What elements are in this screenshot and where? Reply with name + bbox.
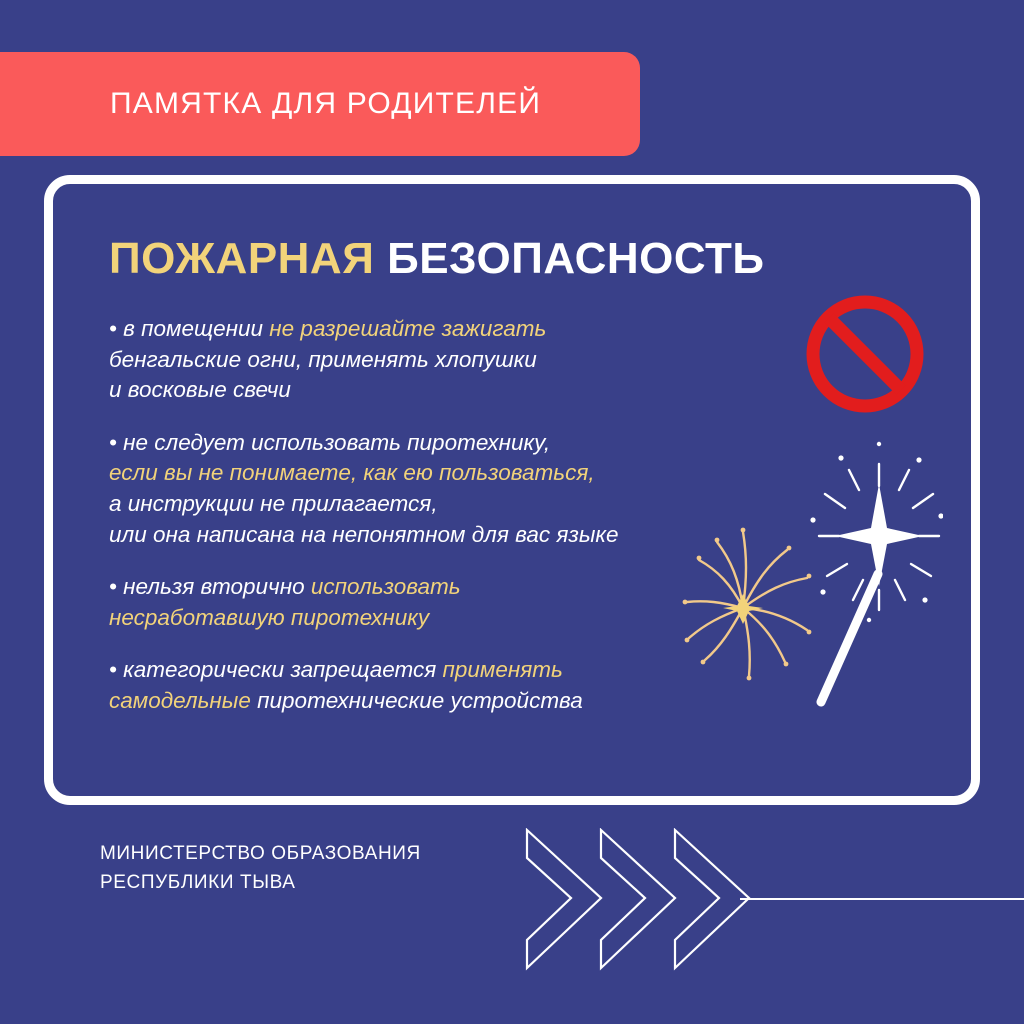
safety-rule-text: использовать: [310, 574, 461, 600]
safety-rule-text: применять: [442, 657, 563, 683]
safety-rule-text: и восковые свечи: [109, 377, 291, 403]
safety-rule-line: [109, 375, 789, 406]
safety-rule-text: самодельные: [109, 687, 258, 713]
safety-rule-text: пиротехнические устройства: [257, 687, 583, 713]
safety-rule-text: • не следует использовать пиротехнику,: [109, 429, 551, 455]
footer-line-2: РЕСПУБЛИКИ ТЫВА: [100, 871, 296, 893]
footer-line-1: МИНИСТЕРСТВО ОБРАЗОВАНИЯ: [100, 843, 421, 864]
main-card: [44, 175, 980, 805]
header-banner-label: ПАМЯТКА ДЛЯ РОДИТЕЛЕЙ: [110, 87, 542, 120]
safety-rule-text: или она написана на непонятном для вас языке: [109, 521, 619, 547]
main-card-content: [53, 184, 971, 796]
page-title: [109, 234, 927, 284]
safety-rule-text: • в помещении: [109, 316, 270, 341]
safety-rule-item: [109, 314, 789, 406]
page-title-part-2: БЕЗОПАСНОСТЬ: [387, 234, 765, 283]
triple-chevron-right-icon: [505, 828, 755, 988]
safety-rule-text: не разрешайте зажигать: [269, 316, 547, 341]
page-title-part-1: ПОЖАРНАЯ: [109, 234, 375, 283]
footer-divider: [740, 898, 1024, 900]
footer-organization: [100, 840, 421, 897]
safety-rule-text: несработавшую пиротехнику: [109, 604, 430, 630]
safety-rule-text: • нельзя вторично: [109, 574, 311, 600]
safety-rule-text: а инструкции не прилагается,: [109, 490, 438, 516]
no-entry-icon: [803, 292, 927, 416]
safety-rule-line: [109, 314, 789, 345]
safety-rule-text: если вы не понимаете, как ею пользоваться,: [109, 460, 595, 486]
safety-rule-text: бенгальские огни, применять хлопушки: [109, 346, 537, 372]
sparkler-icon: [673, 424, 943, 724]
header-banner: [0, 52, 640, 156]
safety-rule-text: • категорически запрещается: [109, 657, 443, 683]
safety-rule-line: [109, 345, 789, 376]
